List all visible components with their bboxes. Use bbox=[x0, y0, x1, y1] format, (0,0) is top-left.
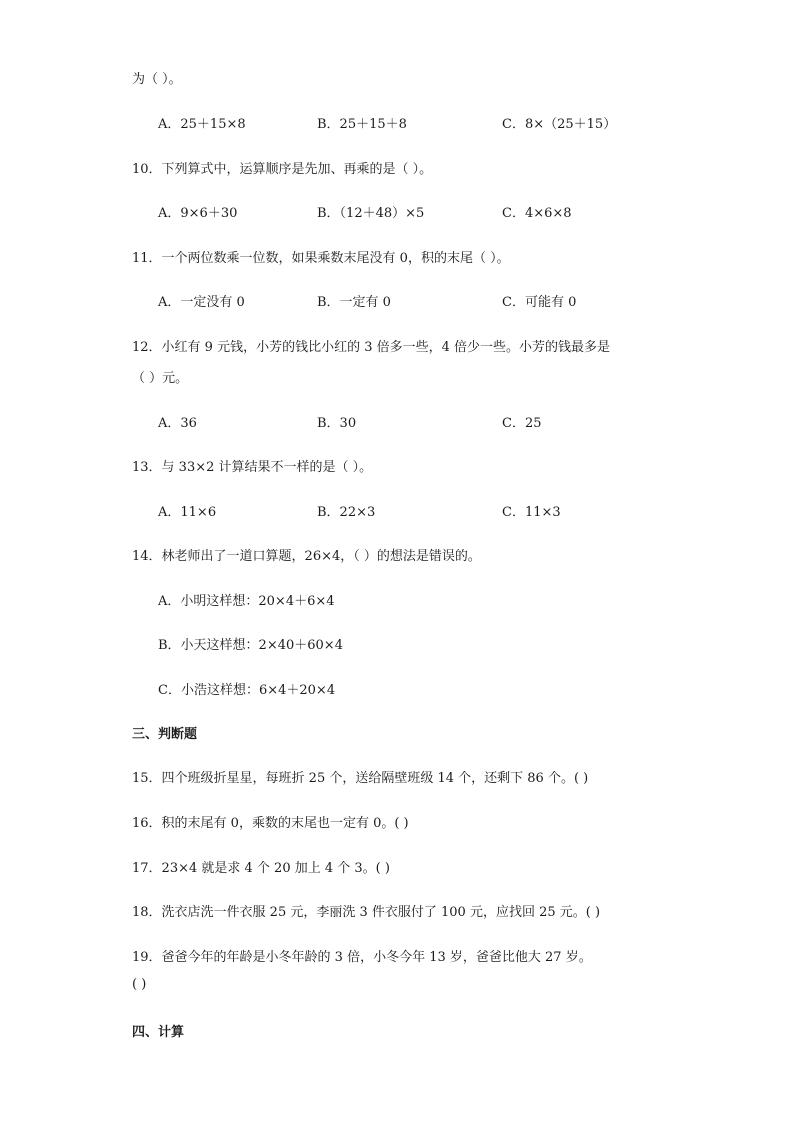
q14-option-a: A．小明这样想：20×4＋6×4 bbox=[158, 594, 335, 609]
section-heading-judgment: 三、判断题 bbox=[132, 727, 198, 742]
q11-option-a: A．一定没有 0 bbox=[158, 295, 245, 310]
q13-option-c: C．11×3 bbox=[502, 505, 561, 520]
q9-option-b: B．25＋15＋8 bbox=[317, 117, 407, 132]
q14-text: 14．林老师出了一道口算题，26×4，（ ）的想法是错误的。 bbox=[132, 549, 481, 564]
q10-option-c: C．4×6×8 bbox=[502, 206, 572, 221]
q17-text: 17．23×4 就是求 4 个 20 加上 4 个 3。( ) bbox=[132, 861, 390, 876]
q10-option-b: B．（12＋48）×5 bbox=[317, 206, 425, 221]
q12-option-a: A．36 bbox=[158, 416, 197, 431]
section-heading-calculation: 四、计算 bbox=[132, 1025, 185, 1040]
q11-option-b: B．一定有 0 bbox=[317, 295, 391, 310]
q16-text: 16．积的末尾有 0，乘数的末尾也一定有 0。( ) bbox=[132, 816, 409, 831]
q12-text-line1: 12．小红有 9 元钱，小芳的钱比小红的 3 倍多一些，4 倍少一些。小芳的钱最多是 bbox=[132, 340, 611, 355]
q9-tail: 为（ ）。 bbox=[132, 72, 182, 87]
q9-option-a: A．25＋15×8 bbox=[158, 117, 246, 132]
q11-option-c: C．可能有 0 bbox=[502, 295, 577, 310]
q14-option-b: B．小天这样想：2×40＋60×4 bbox=[158, 638, 343, 653]
q11-text: 11．一个两位数乘一位数，如果乘数末尾没有 0，积的末尾（ ）。 bbox=[132, 251, 510, 266]
q12-option-b: B．30 bbox=[317, 416, 357, 431]
q10-text: 10．下列算式中，运算顺序是先加、再乘的是（ ）。 bbox=[132, 162, 433, 177]
q12-option-c: C．25 bbox=[502, 416, 542, 431]
q19-answer-blank: ( ) bbox=[132, 977, 147, 992]
q13-option-a: A．11×6 bbox=[158, 505, 217, 520]
q10-option-a: A．9×6＋30 bbox=[158, 206, 238, 221]
q13-option-b: B．22×3 bbox=[317, 505, 376, 520]
q19-text-line1: 19．爸爸今年的年龄是小冬年龄的 3 倍，小冬今年 13 岁，爸爸比他大 27 岁。 bbox=[132, 950, 592, 965]
q12-text-line2: （ ）元。 bbox=[132, 371, 189, 386]
q9-option-c: C．8×（25＋15） bbox=[502, 117, 617, 132]
q15-text: 15．四个班级折星星，每班折 25 个，送给隔壁班级 14 个，还剩下 86 个。( ) bbox=[132, 771, 589, 786]
q18-text: 18．洗衣店洗一件衣服 25 元，李丽洗 3 件衣服付了 100 元，应找回 25 元。( ) bbox=[132, 905, 601, 920]
q13-text: 13．与 33×2 计算结果不一样的是（ ）。 bbox=[132, 460, 373, 475]
q14-option-c: C．小浩这样想：6×4＋20×4 bbox=[158, 683, 336, 698]
